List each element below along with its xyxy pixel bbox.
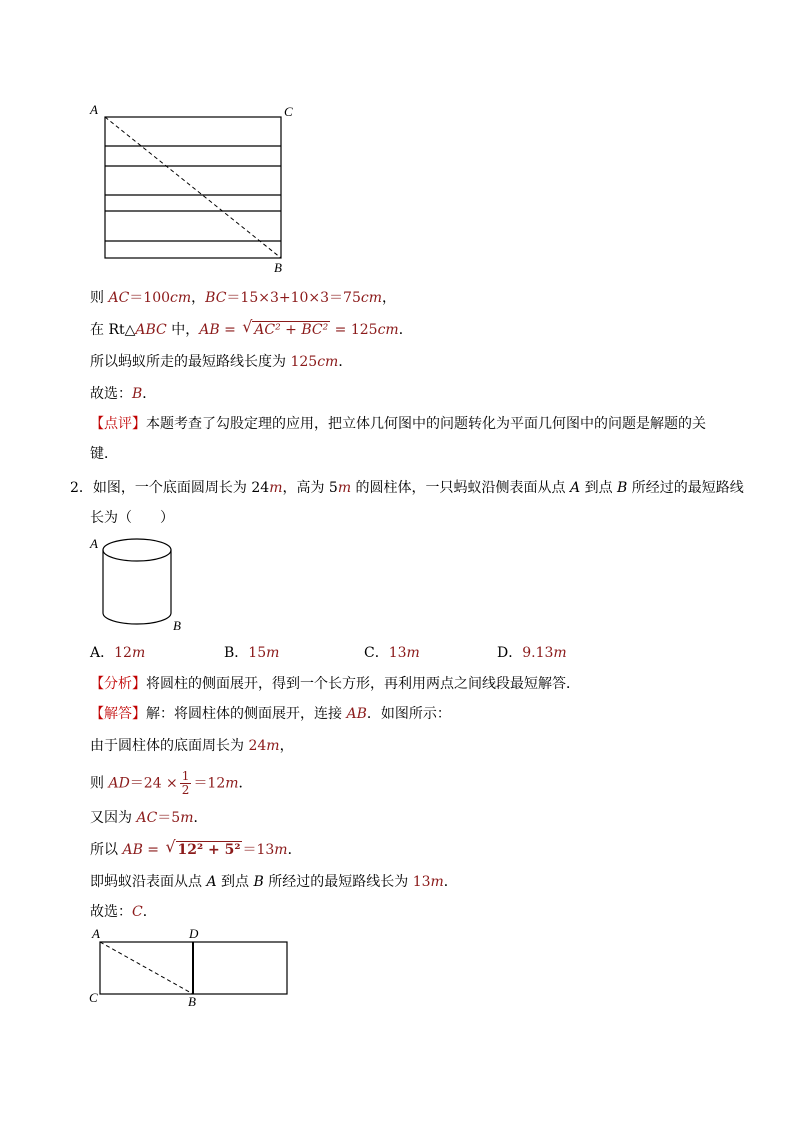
fig1-label-c: C <box>284 104 293 119</box>
fraction-denominator: 2 <box>181 783 190 797</box>
text-segment: ． <box>398 322 413 338</box>
text-segment: ， <box>191 290 206 306</box>
math-unit: cm <box>170 290 192 306</box>
math-value: ＝15×3+10×3＝75 <box>226 290 361 306</box>
text-segment: 中， <box>166 322 200 338</box>
fig2-label-a: A <box>92 926 100 941</box>
cylinder-label-b: B <box>173 618 181 633</box>
text-segment: 所以 <box>90 842 123 858</box>
text-segment: ． <box>142 386 157 402</box>
text-segment: 由于圆柱体的底面周长为 <box>90 738 249 754</box>
comment-text: 键． <box>90 446 118 462</box>
text-segment: ． <box>193 810 208 826</box>
option-unit: m <box>553 645 567 661</box>
text-segment: ． <box>338 354 353 370</box>
text-segment: 故选： <box>90 386 132 402</box>
math-value: = 125 <box>330 322 378 338</box>
math-value: 13 <box>412 874 431 890</box>
text-segment: ． <box>142 904 157 920</box>
answer-text: 解：将圆柱体的侧面展开，连接 <box>146 706 347 722</box>
math-unit: m <box>225 775 239 792</box>
math-ac: AC <box>108 290 130 306</box>
math-ab: AB <box>122 842 143 858</box>
math-value: ＝5 <box>157 810 181 826</box>
point-a: A <box>206 874 217 890</box>
text-segment: 的圆柱体，一只蚂蚁沿侧表面从点 <box>351 480 571 496</box>
math-unit: m <box>430 874 444 890</box>
text-segment: 如图，一个底面圆周长为 24 <box>92 480 270 496</box>
sqrt-sign-icon: √ <box>165 837 176 856</box>
option-value: 13 <box>388 645 407 661</box>
math-unit: cm <box>317 354 339 370</box>
text-segment: 所以蚂蚁所走的最短路线长度为 <box>90 354 291 370</box>
option-value: 9.13 <box>522 645 554 661</box>
math-ab: AB <box>346 706 367 722</box>
text-segment: 在 Rt△ <box>90 322 136 338</box>
math-unit: cm <box>377 322 399 338</box>
math-ad: AD <box>108 775 130 792</box>
math-ac: AC <box>136 810 158 826</box>
text-segment: ，高为 5 <box>282 480 338 496</box>
option-value: 15 <box>248 645 267 661</box>
text-segment: 所经过的最短路线 <box>627 480 744 496</box>
point-a: A <box>570 480 581 496</box>
math-value: ＝13 <box>242 842 275 858</box>
text-segment: 即蚂蚁沿表面从点 <box>90 874 207 890</box>
comment-label: 【点评】 <box>90 416 146 432</box>
option-unit: m <box>406 645 420 661</box>
point-b: B <box>253 874 264 890</box>
question-2-line-2: 长为（ ） <box>90 510 174 526</box>
text-segment: 所经过的最短路线长为 <box>263 874 413 890</box>
math-value: ＝12 <box>193 775 226 792</box>
fraction-numerator: 1 <box>181 769 190 783</box>
math-bc: BC <box>205 290 227 306</box>
answer-letter: C <box>132 904 143 920</box>
sqrt-radicand: 12² + 5² <box>177 842 241 858</box>
analysis-label: 【分析】 <box>90 676 146 692</box>
text-segment: ， <box>381 290 396 306</box>
fig1-label-a: A <box>90 102 98 117</box>
text-segment: 到点 <box>216 874 254 890</box>
math-value: 125 <box>290 354 318 370</box>
option-letter: B． <box>224 645 249 661</box>
option-letter: D． <box>497 645 523 661</box>
comment-text: 本题考查了勾股定理的应用，把立体几何图中的问题转化为平面几何图中的问题是解题的关 <box>146 416 706 432</box>
text-segment: 故选： <box>90 904 132 920</box>
text-segment: ， <box>279 738 294 754</box>
text-segment: ． <box>238 775 253 792</box>
answer-letter: B <box>132 386 143 402</box>
text-segment: 又因为 <box>90 810 137 826</box>
fig2-label-c: C <box>89 990 98 1005</box>
text-segment: ．如图所示： <box>366 706 451 722</box>
fig2-label-d: D <box>189 926 199 941</box>
fig1-label-b: B <box>274 260 282 275</box>
math-eq: = <box>142 842 164 858</box>
option-unit: m <box>131 645 146 661</box>
math-value: ＝100 <box>129 290 171 306</box>
analysis-text: 将圆柱的侧面展开，得到一个长方形，再利用两点之间线段最短解答． <box>146 676 580 692</box>
answer-label: 【解答】 <box>90 706 146 722</box>
text-segment: 到点 <box>580 480 618 496</box>
text-segment: ． <box>443 874 458 890</box>
math-unit: m <box>266 738 280 754</box>
sqrt-radicand: AC² + BC² <box>254 322 329 338</box>
option-unit: m <box>266 645 280 661</box>
text-segment: 则 <box>90 290 109 306</box>
text-segment: 则 <box>90 775 109 792</box>
point-b: B <box>617 480 628 496</box>
math-eq: ＝24 × <box>129 775 178 792</box>
math-unit: cm <box>360 290 382 306</box>
math-unit: m <box>269 480 283 496</box>
math-eq: = <box>219 322 241 338</box>
fig2-label-b: B <box>188 994 196 1009</box>
option-value: 12 <box>114 645 132 661</box>
question-number: 2． <box>70 480 93 496</box>
math-unit: m <box>274 842 288 858</box>
math-ab: AB <box>199 322 220 338</box>
option-letter: A． <box>90 645 115 661</box>
math-abc: ABC <box>135 322 167 338</box>
math-unit: m <box>337 480 352 496</box>
option-letter: C． <box>364 645 389 661</box>
math-value: 24 <box>248 738 267 754</box>
math-unit: m <box>180 810 194 826</box>
text-segment: ． <box>287 842 302 858</box>
sqrt-sign-icon: √ <box>242 317 253 336</box>
cylinder-label-a: A <box>90 536 98 551</box>
